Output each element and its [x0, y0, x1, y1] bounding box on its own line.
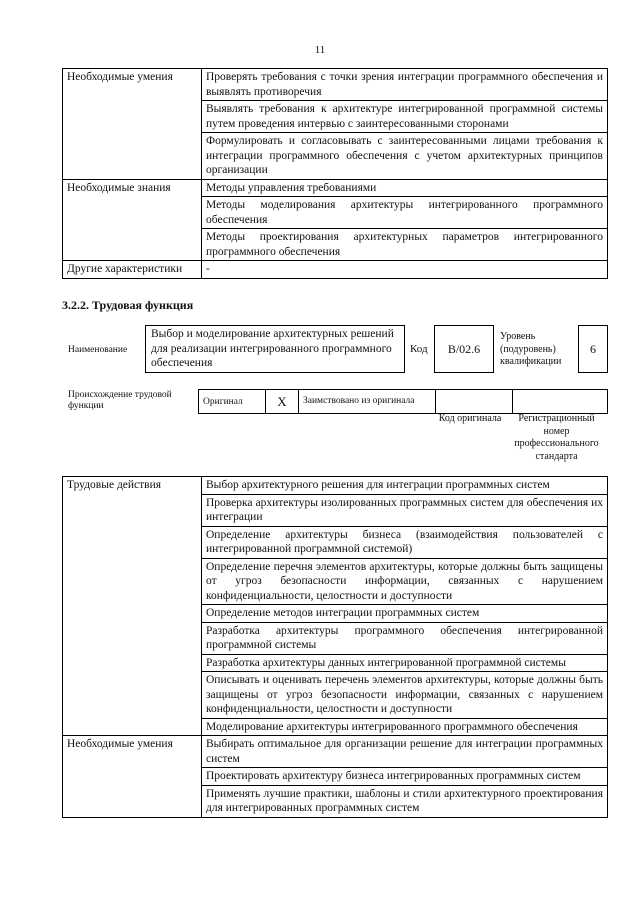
row-item: Методы моделирования архитектуры интегрированного программного обеспечения — [202, 197, 608, 229]
origin-label: Происхождение трудовой функции — [68, 390, 172, 411]
row-item: Применять лучшие практики, шаблоны и стили архитектурного проектирования для интегрированных программных систем — [202, 785, 608, 817]
row-label: Необходимые знания — [63, 179, 202, 261]
row-item: Методы управления требованиями — [202, 179, 608, 197]
table-row — [63, 69, 608, 101]
origin-original-label: Оригинал — [199, 390, 266, 414]
row-item: Выявлять требования к архитектуре интегрированной программной системы путем проведения интервью с заинтересованными сторонами — [202, 101, 608, 133]
row-item: Определение методов интеграции программных систем — [202, 605, 608, 623]
row-item: Проектировать архитектуру бизнеса интегрированных программных систем — [202, 768, 608, 786]
origin-code-cell — [436, 390, 513, 414]
row-item: Разработка архитектуры данных интегрированной программной системы — [202, 654, 608, 672]
registration-number-caption: Регистрационный номер профессионального стандарта — [514, 413, 599, 462]
row-item: Выбирать оптимальное для организации решение для интеграции программных систем — [202, 736, 608, 768]
row-label: Трудовые действия — [63, 477, 202, 736]
origin-table — [198, 389, 608, 414]
row-label: Необходимые умения — [63, 69, 202, 180]
table-row — [63, 261, 608, 279]
row-item: Проверка архитектуры изолированных программных систем для обеспечения их интеграции — [202, 494, 608, 526]
origin-original-mark: X — [266, 390, 299, 414]
row-item: Методы проектирования архитектурных параметров интегрированного программного обеспечения — [202, 229, 608, 261]
original-code-caption: Код оригинала — [438, 413, 502, 424]
function-code-label: Код — [410, 343, 428, 355]
row-item: Определение архитектуры бизнеса (взаимодействия пользователей с интегрированной программной системой) — [202, 526, 608, 558]
table-row — [63, 477, 608, 495]
qualification-level-box — [578, 325, 608, 373]
origin-reg-cell — [513, 390, 608, 414]
function-name-box — [145, 325, 405, 373]
function-name-label: Наименование — [68, 345, 128, 355]
qualification-level: 6 — [590, 341, 596, 356]
table-2-body — [63, 477, 608, 818]
page-number: 11 — [314, 44, 326, 56]
table-row — [63, 179, 608, 197]
row-item: Проверять требования с точки зрения интеграции программного обеспечения и выявлять противоречия — [202, 69, 608, 101]
row-label: Необходимые умения — [63, 736, 202, 818]
origin-borrowed-label: Заимствовано из оригинала — [299, 390, 436, 414]
labor-actions-table — [62, 476, 608, 818]
row-item: Описывать и оценивать перечень элементов архитектуры, которые должны быть защищены от угроз безопасности информации, связанных с нарушением конфиденциальности, целостности и доступности — [202, 672, 608, 719]
row-item: Определение перечня элементов архитектуры, которые должны быть защищены от угроз безопасности информации, связанных с нарушением конфиденциальности, целостности и доступности — [202, 558, 608, 605]
row-item: Выбор архитектурного решения для интеграции программных систем — [202, 477, 608, 495]
table-row — [63, 736, 608, 768]
section-heading: 3.2.2. Трудовая функция — [62, 298, 194, 312]
function-name: Выбор и моделирование архитектурных решений для реализации интегрированного программного обеспечения — [151, 328, 394, 369]
row-item: Моделирование архитектуры интегрированного программного обеспечения — [202, 718, 608, 736]
row-label: Другие характеристики — [63, 261, 202, 279]
row-item: Формулировать и согласовывать с заинтересованными лицами требования к интеграции программного обеспечения с учетом архитектурных принципов организации — [202, 133, 608, 180]
function-code-box — [434, 325, 494, 373]
function-code: B/02.6 — [447, 341, 481, 356]
row-item: Разработка архитектуры программного обеспечения интегрированной программной системы — [202, 622, 608, 654]
qualification-level-label: Уровень (подуровень) квалификации — [500, 331, 562, 367]
table-1-body — [63, 69, 608, 279]
origin-row — [199, 390, 608, 414]
skills-knowledge-table — [62, 68, 608, 279]
row-item: - — [202, 261, 608, 279]
